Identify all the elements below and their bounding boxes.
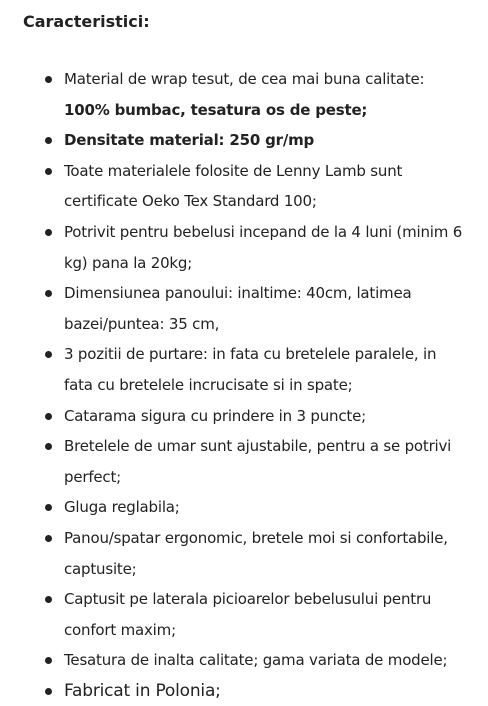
item-text: Gluga reglabila; (64, 498, 180, 517)
item-text: 3 pozitii de purtare: in fata cu bretelele paralele, in fata cu bretelele incrucisate si in spate; (64, 345, 437, 394)
bullet-icon (45, 657, 52, 664)
item-text: Tesatura de inalta calitate; gama variata de modele; (64, 651, 448, 670)
item-text: Material de wrap tesut, de cea mai buna calitate: (64, 70, 425, 88)
item-bold-text: 100% bumbac, tesatura os de peste; (64, 100, 368, 119)
list-item (23, 401, 468, 432)
bullet-icon (45, 504, 52, 511)
list-item (23, 339, 468, 400)
list-item (23, 156, 468, 217)
list-item (23, 492, 468, 523)
bullet-icon (45, 76, 52, 83)
bullet-icon (45, 688, 52, 695)
bullet-icon (45, 351, 52, 358)
bullet-icon (45, 229, 52, 236)
item-text: Potrivit pentru bebelusi incepand de la 4 luni (minim 6 kg) pana la 20kg; (64, 222, 463, 272)
bullet-icon (45, 137, 52, 144)
item-text: Bretelele de umar sunt ajustabile, pentru a se potrivi perfect; (64, 437, 452, 486)
bullet-icon (45, 168, 52, 175)
list-item (23, 645, 468, 676)
item-text: Panou/spatar ergonomic, bretele moi si confortabile, captusite; (64, 528, 448, 578)
bullet-icon (45, 290, 52, 297)
list-item (23, 125, 468, 156)
list-item (23, 584, 468, 645)
item-text: Catarama sigura cu prindere in 3 puncte; (64, 406, 366, 425)
list-item (23, 64, 468, 125)
bullet-icon (45, 443, 52, 450)
item-text: Toate materialele folosite de Lenny Lamb sunt certificate Oeko Tex Standard 100; (64, 161, 403, 211)
list-item (23, 676, 468, 706)
list-item (23, 217, 468, 278)
list-item (23, 431, 468, 492)
list-item (23, 523, 468, 584)
item-bold-text: Densitate material: 250 gr/mp (64, 131, 315, 150)
item-text: Dimensiunea panoului: inaltime: 40cm, latimea bazei/puntea: 35 cm, (64, 284, 412, 333)
item-text: Captusit pe laterala picioarelor bebelusului pentru confort maxim; (64, 590, 432, 639)
bullet-icon (45, 596, 52, 603)
features-heading: Caracteristici: (23, 12, 150, 31)
item-text: Fabricat in Polonia; (64, 680, 221, 701)
bullet-icon (45, 535, 52, 542)
features-list (23, 64, 468, 706)
list-item (23, 278, 468, 339)
bullet-icon (45, 413, 52, 420)
